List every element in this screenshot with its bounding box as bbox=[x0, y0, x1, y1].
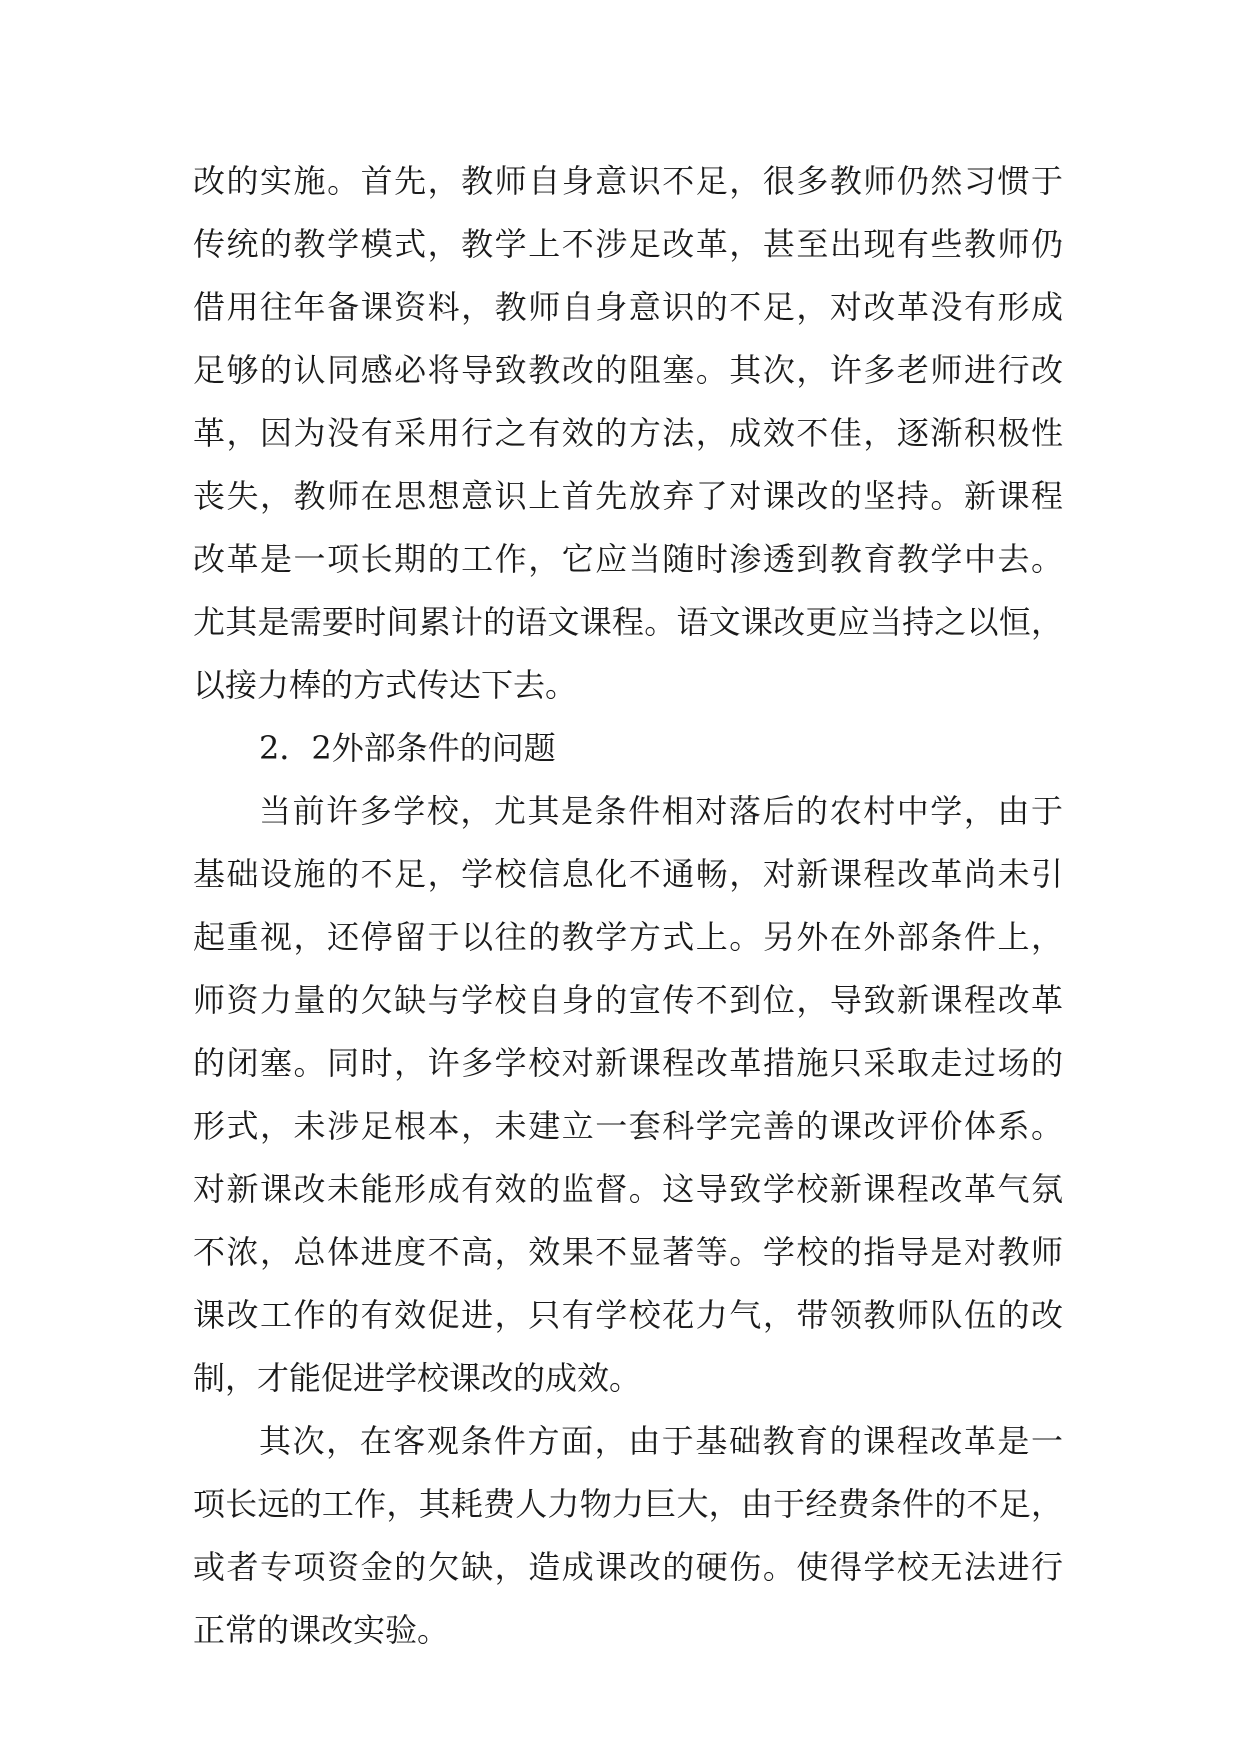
text-line: 形式，未涉足根本，未建立一套科学完善的课改评价体系。 bbox=[193, 1107, 1063, 1145]
text-line: 尤其是需要时间累计的语文课程。语文课改更应当持之以恒， bbox=[193, 603, 1063, 641]
text-line: 的闭塞。同时，许多学校对新课程改革措施只采取走过场的 bbox=[193, 1044, 1063, 1082]
text-line: 对新课改未能形成有效的监督。这导致学校新课程改革气氛 bbox=[193, 1170, 1063, 1208]
text-line: 基础设施的不足，学校信息化不通畅，对新课程改革尚未引 bbox=[193, 855, 1063, 893]
paragraph-external-conditions bbox=[193, 780, 1063, 1410]
text-line: 传统的教学模式，教学上不涉足改革，甚至出现有些教师仍 bbox=[193, 225, 1063, 263]
text-line: 改革是一项长期的工作，它应当随时渗透到教育教学中去。 bbox=[193, 540, 1063, 578]
text-line: 起重视，还停留于以往的教学方式上。另外在外部条件上， bbox=[193, 918, 1063, 956]
section-heading-2-2 bbox=[193, 717, 1063, 780]
paragraph-objective-conditions bbox=[193, 1410, 1063, 1662]
document-body bbox=[193, 150, 1063, 1662]
text-line: 或者专项资金的欠缺，造成课改的硬伤。使得学校无法进行 bbox=[193, 1548, 1063, 1586]
text-line: 其次，在客观条件方面，由于基础教育的课程改革是一 bbox=[259, 1422, 1063, 1460]
text-line: 革，因为没有采用行之有效的方法，成效不佳，逐渐积极性 bbox=[193, 414, 1063, 452]
text-line: 以接力棒的方式传达下去。 bbox=[193, 666, 578, 704]
text-line: 2．2外部条件的问题 bbox=[259, 729, 556, 767]
text-line: 课改工作的有效促进，只有学校花力气，带领教师队伍的改 bbox=[193, 1296, 1063, 1334]
text-line: 正常的课改实验。 bbox=[193, 1611, 450, 1649]
text-line: 丧失，教师在思想意识上首先放弃了对课改的坚持。新课程 bbox=[193, 477, 1063, 515]
text-line: 项长远的工作，其耗费人力物力巨大，由于经费条件的不足， bbox=[193, 1485, 1063, 1523]
text-line: 不浓，总体进度不高，效果不显著等。学校的指导是对教师 bbox=[193, 1233, 1063, 1271]
text-line: 当前许多学校，尤其是条件相对落后的农村中学，由于 bbox=[259, 792, 1063, 830]
text-line: 制，才能促进学校课改的成效。 bbox=[193, 1359, 642, 1397]
text-line: 足够的认同感必将导致教改的阻塞。其次，许多老师进行改 bbox=[193, 351, 1063, 389]
text-line: 借用往年备课资料，教师自身意识的不足，对改革没有形成 bbox=[193, 288, 1063, 326]
text-line: 改的实施。首先，教师自身意识不足，很多教师仍然习惯于 bbox=[193, 162, 1063, 200]
paragraph-teacher-awareness bbox=[193, 150, 1063, 717]
text-line: 师资力量的欠缺与学校自身的宣传不到位，导致新课程改革 bbox=[193, 981, 1063, 1019]
